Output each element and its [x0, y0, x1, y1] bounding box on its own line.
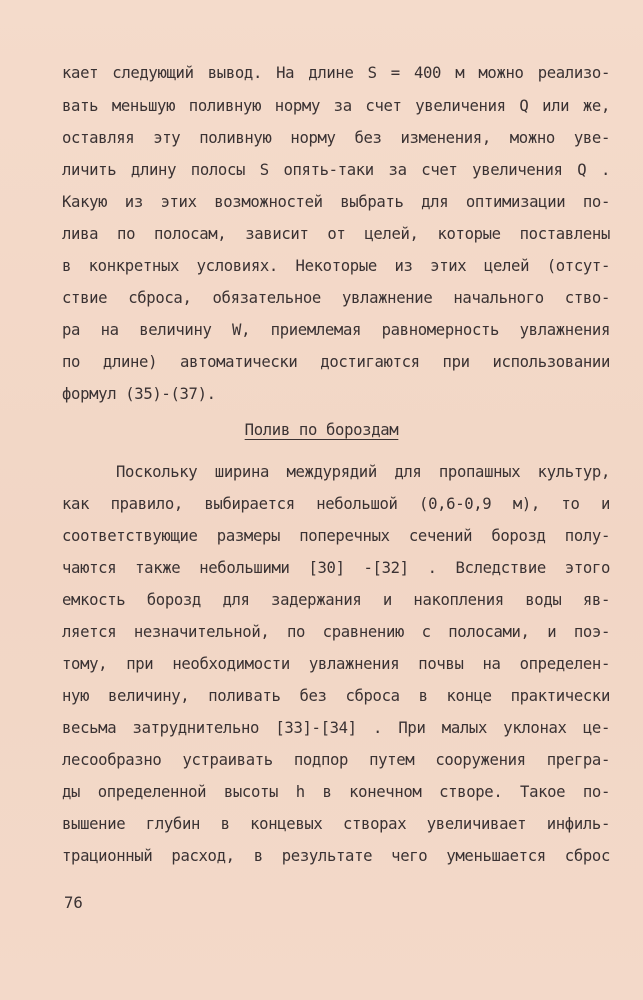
text-line: ра на величину W, приемлемая равномерность увлажнения — [62, 321, 610, 339]
text-line: ды определенной высоты h в конечном створе. Такое по- — [62, 783, 610, 801]
text-line: личить длину полосы S опять-таки за счет увеличения Q . — [62, 161, 610, 179]
text-line: трационный расход, в результате чего уменьшается сброс — [62, 847, 610, 865]
text-line: Какую из этих возможностей выбрать для оптимизации по- — [62, 193, 610, 211]
text-line: чаются также небольшими [30] -[32] . Вследствие этого — [62, 559, 610, 577]
text-line: лесообразно устраивать подпор путем сооружения прегра- — [62, 751, 610, 769]
text-line: Поскольку ширина междурядий для пропашных культур, — [116, 463, 610, 481]
section-heading-text: Полив по бороздам — [244, 421, 399, 439]
text-line: по длине) автоматически достигаются при использовании — [62, 353, 610, 371]
text-line: вать меньшую поливную норму за счет увеличения Q или же, — [62, 97, 610, 115]
text-line: ную величину, поливать без сброса в конце практически — [62, 687, 610, 705]
section-heading — [0, 420, 643, 440]
text-line: тому, при необходимости увлажнения почвы на определен- — [62, 655, 610, 673]
text-line: вышение глубин в концевых створах увеличивает инфиль- — [62, 815, 610, 833]
text-line: формул (35)-(37). — [62, 385, 216, 403]
text-line: оставляя эту поливную норму без изменения, можно уве- — [62, 129, 610, 147]
text-line: лива по полосам, зависит от целей, которые поставлены — [62, 225, 610, 243]
text-line: соответствующие размеры поперечных сечений борозд полу- — [62, 527, 610, 545]
text-line: ляется незначительной, по сравнению с полосами, и поэ- — [62, 623, 610, 641]
page-number: 76 — [64, 894, 83, 912]
text-line: емкость борозд для задержания и накопления воды яв- — [62, 591, 610, 609]
text-line: в конкретных условиях. Некоторые из этих целей (отсут- — [62, 257, 610, 275]
text-line: ствие сброса, обязательное увлажнение начального ство- — [62, 289, 610, 307]
text-line: кает следующий вывод. На длине S = 400 м можно реализо- — [62, 64, 610, 82]
text-line: весьма затруднительно [33]-[34] . При малых уклонах це- — [62, 719, 610, 737]
text-line: как правило, выбирается небольшой (0,6-0,9 м), то и — [62, 495, 610, 513]
